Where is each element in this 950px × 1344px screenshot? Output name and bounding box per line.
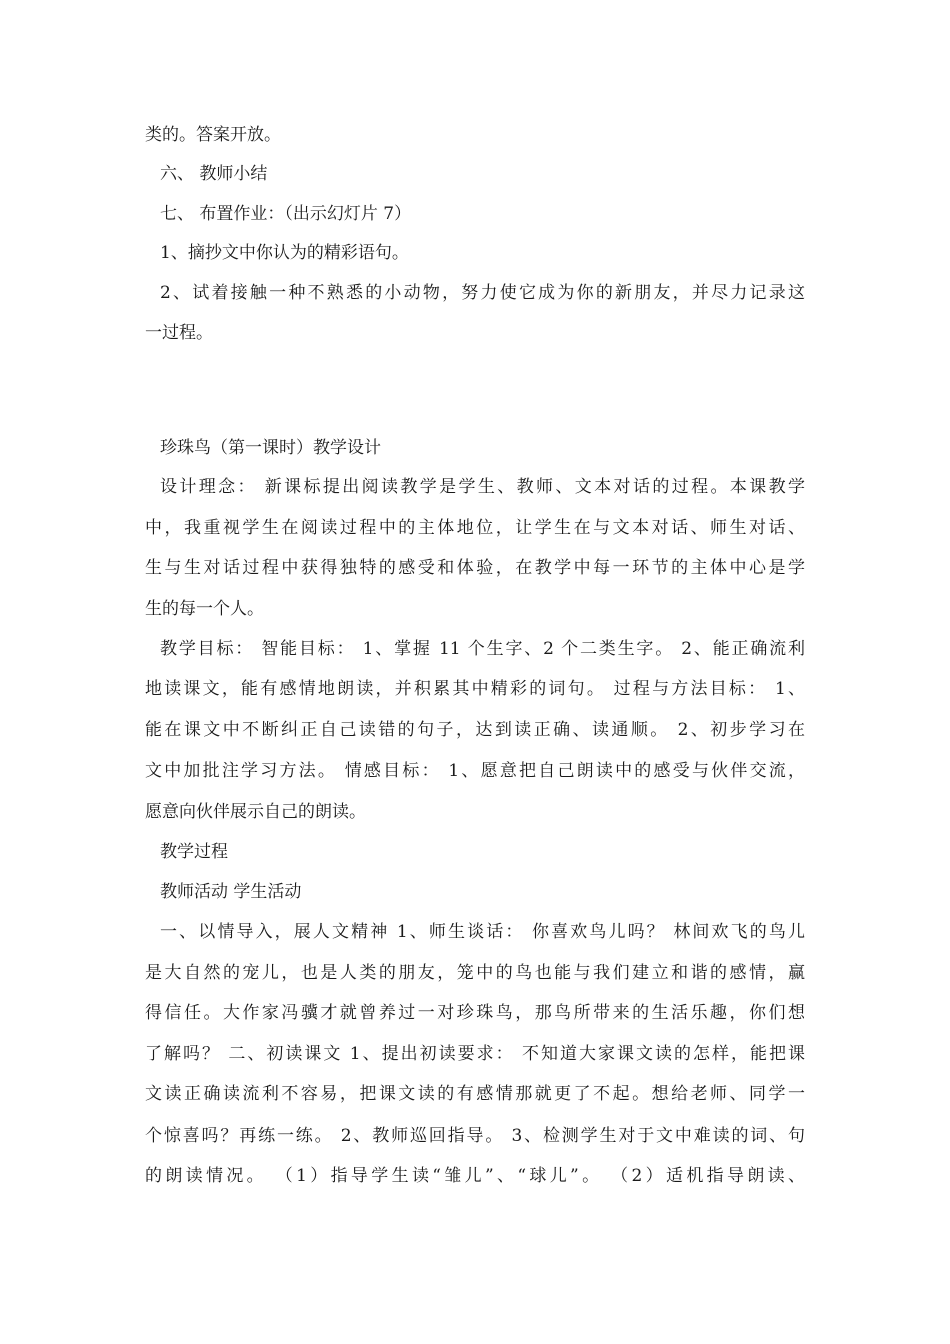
section-heading: 教学过程: [160, 842, 228, 862]
text-line: 生的每一个人。: [145, 599, 264, 619]
text-line: 了解吗？ 二、初读课文 1、提出初读要求： 不知道大家课文读的怎样，能把课: [145, 1044, 805, 1064]
table-header: 教师活动 学生活动: [160, 882, 302, 902]
text-line: 中，我重视学生在阅读过程中的主体地位，让学生在与文本对话、师生对话、: [145, 518, 805, 538]
text-line: 2、试着接触一种不熟悉的小动物，努力使它成为你的新朋友，并尽力记录这: [160, 283, 805, 303]
document-title: 珍珠鸟（第一课时）教学设计: [160, 438, 381, 458]
text-line: 地读课文，能有感情地朗读，并积累其中精彩的词句。 过程与方法目标： 1、: [145, 679, 805, 699]
text-line: 一过程。: [145, 323, 213, 343]
text-line: 得信任。大作家冯骥才就曾养过一对珍珠鸟，那鸟所带来的生活乐趣，你们想: [145, 1003, 805, 1023]
text-line: 1、摘抄文中你认为的精彩语句。: [160, 243, 409, 263]
text-line: 的朗读情况。 （1）指导学生读“雏儿”、“球儿”。 （2）适机指导朗读、: [145, 1166, 805, 1186]
text-line: 文读正确读流利不容易，把课文读的有感情那就更了不起。想给老师、同学一: [145, 1084, 805, 1104]
text-line: 是大自然的宠儿，也是人类的朋友，笼中的鸟也能与我们建立和谐的感情，赢: [145, 963, 805, 983]
text-line: 教学目标： 智能目标： 1、掌握 11 个生字、2 个二类生字。 2、能正确流利: [160, 639, 805, 659]
text-line: 能在课文中不断纠正自己读错的句子，达到读正确、读通顺。 2、初步学习在: [145, 720, 805, 740]
text-line: 文中加批注学习方法。 情感目标： 1、愿意把自己朗读中的感受与伙伴交流，: [145, 761, 805, 781]
text-line: 类的。答案开放。: [145, 125, 281, 145]
section-heading: 六、 教师小结: [160, 164, 268, 184]
text-line: 个惊喜吗？再练一练。 2、教师巡回指导。 3、检测学生对于文中难读的词、句: [145, 1126, 805, 1146]
text-line: 愿意向伙伴展示自己的朗读。: [145, 802, 366, 822]
section-heading: 七、 布置作业：（出示幻灯片 7）: [160, 204, 412, 224]
text-line: 生与生对话过程中获得独特的感受和体验，在教学中每一环节的主体中心是学: [145, 558, 805, 578]
text-line: 一、以情导入，展人文精神 1、师生谈话： 你喜欢鸟儿吗？ 林间欢飞的鸟儿: [160, 922, 805, 942]
text-line: 设计理念： 新课标提出阅读教学是学生、教师、文本对话的过程。本课教学: [160, 477, 805, 497]
